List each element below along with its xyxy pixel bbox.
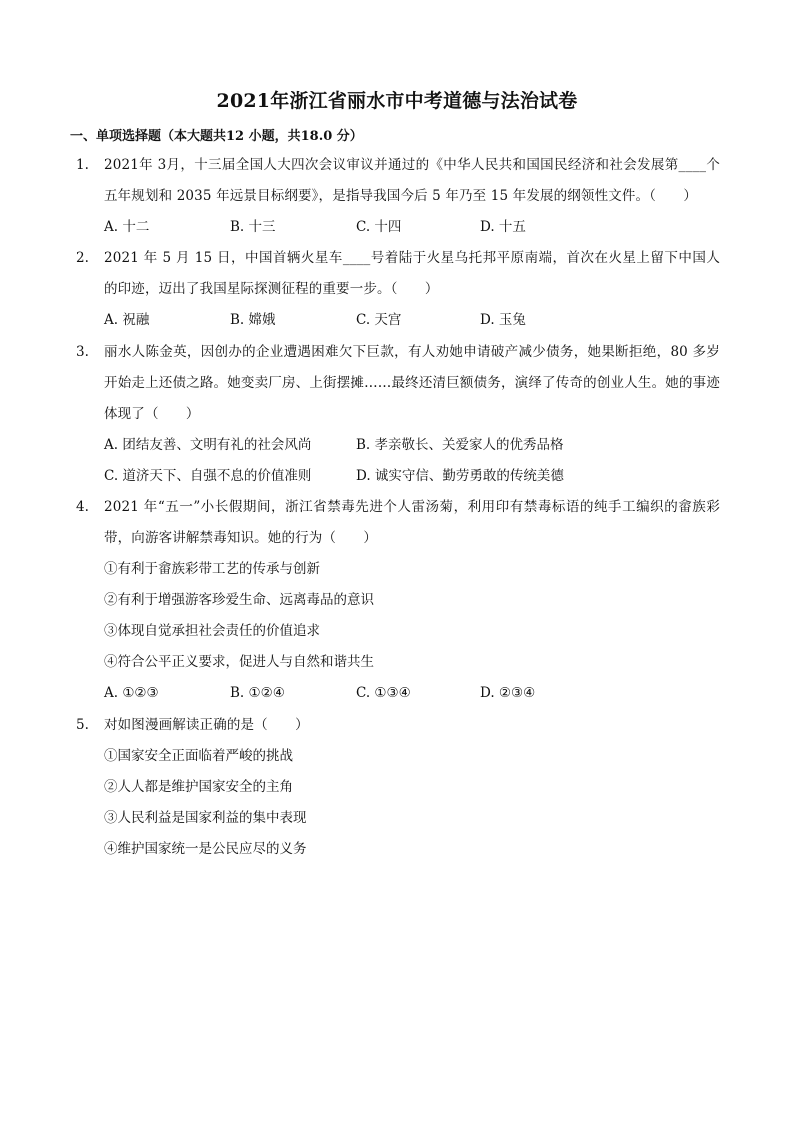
option-b: B. 孝亲敬长、关爱家人的优秀品格 [356, 437, 564, 453]
statement-2: ②人人都是维护国家安全的主角 [104, 779, 293, 795]
question-stem: 丽水人陈金英，因创办的企业遭遇困难欠下巨款，有人劝她申请破产减少债务，她果断拒绝，80 多岁开始走上还债之路。她变卖厂房、上街摆摊……最终还清巨额债务，演绎了传奇的创业人生。她的事迹体现了（ ） [104, 344, 720, 422]
exam-title: 2021年浙江省丽水市中考道德与法治试卷 [216, 90, 578, 112]
question-number: 3. [76, 344, 89, 360]
option-c: C. 十四 [356, 219, 402, 235]
option-b: B. ①②④ [230, 685, 285, 701]
question-stem: 对如图漫画解读正确的是（ ） [104, 717, 309, 733]
question-number: 1. [76, 157, 89, 173]
option-c: C. 道济天下、自强不息的价值准则 [104, 468, 312, 484]
statement-4: ④维护国家统一是公民应尽的义务 [104, 841, 307, 857]
statement-4: ④符合公平正义要求，促进人与自然和谐共生 [104, 654, 374, 670]
statement-3: ③体现自觉承担社会责任的价值追求 [104, 623, 320, 639]
option-d: D. 诚实守信、勤劳勇敢的传统美德 [356, 468, 564, 484]
question-stem: 2021年 3月，十三届全国人大四次会议审议并通过的《中华人民共和国国民经济和社会发展第____个五年规划和 2035 年远景目标纲要》，是指导我国今后 5 年乃至 15 年发展的纲领性文件。（ ） [104, 157, 720, 204]
option-b: B. 嫦娥 [230, 312, 276, 328]
statement-1: ①有利于畲族彩带工艺的传承与创新 [104, 561, 320, 577]
statement-3: ③人民利益是国家利益的集中表现 [104, 810, 307, 826]
option-c: C. ①③④ [356, 685, 411, 701]
option-a: A. 十二 [104, 219, 150, 235]
section-header: 一、单项选择题（本大题共12 小题，共18.0 分） [70, 129, 363, 144]
option-c: C. 天宫 [356, 312, 402, 328]
option-d: D. 玉兔 [480, 312, 526, 328]
statement-2: ②有利于增强游客珍爱生命、远离毒品的意识 [104, 592, 374, 608]
option-a: A. ①②③ [104, 685, 159, 701]
question-stem: 2021 年 5 月 15 日，中国首辆火星车____号着陆于火星乌托邦平原南端，首次在火星上留下中国人的印迹，迈出了我国星际探测征程的重要一步。（ ） [104, 250, 720, 297]
option-d: D. 十五 [480, 219, 526, 235]
option-a: A. 团结友善、文明有礼的社会风尚 [104, 437, 312, 453]
option-d: D. ②③④ [480, 685, 536, 701]
statement-1: ①国家安全正面临着严峻的挑战 [104, 748, 293, 764]
question-number: 4. [76, 499, 89, 515]
question-number: 5. [76, 717, 89, 733]
option-b: B. 十三 [230, 219, 276, 235]
option-a: A. 祝融 [104, 312, 150, 328]
question-number: 2. [76, 250, 89, 266]
question-stem: 2021 年“五一”小长假期间，浙江省禁毒先进个人雷汤菊，利用印有禁毒标语的纯手工编织的畲族彩带，向游客讲解禁毒知识。她的行为（ ） [104, 499, 720, 546]
